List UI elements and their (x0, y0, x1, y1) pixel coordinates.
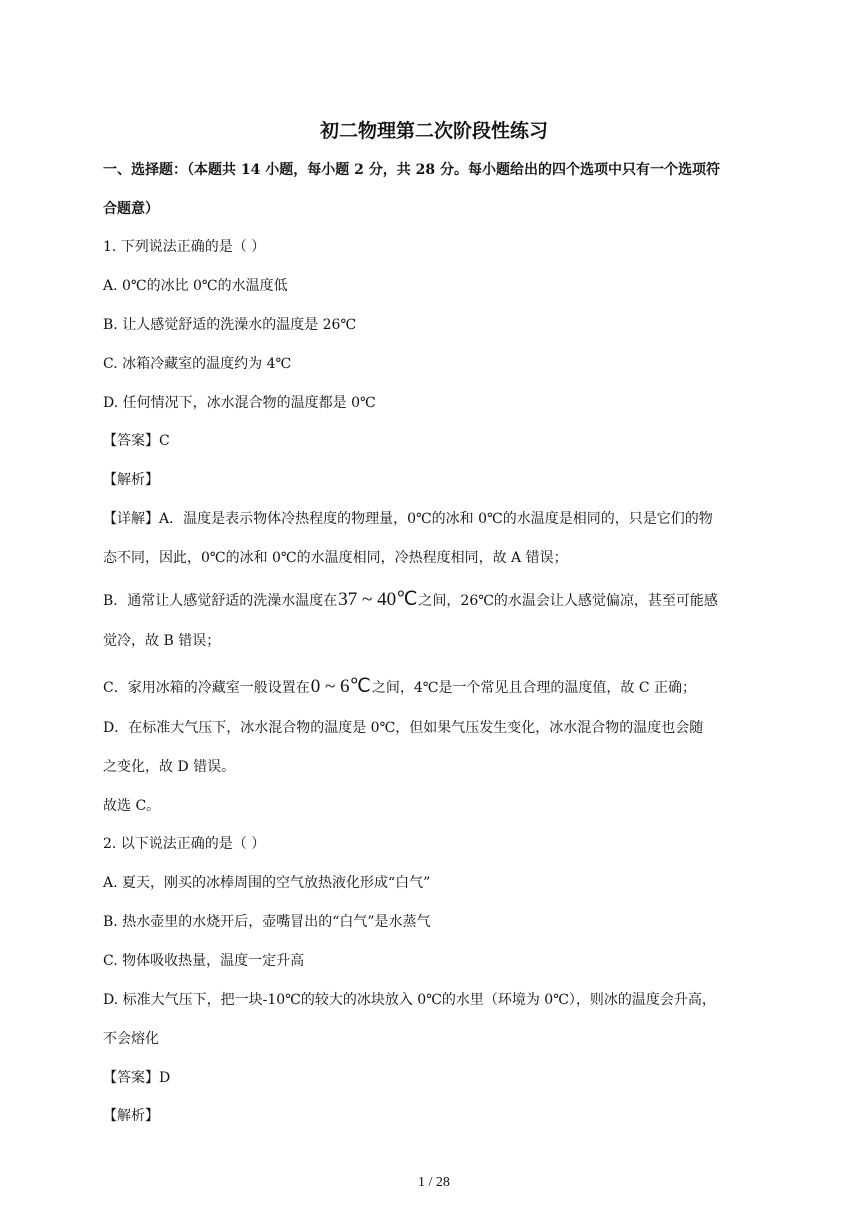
q1-detail-c-text-after: 之间，4℃是一个常见且合理的温度值，故 C 正确； (371, 680, 697, 696)
q2-option-d-line-2: 不会熔化 (103, 1031, 159, 1047)
q1-detail-b-line-1 (103, 590, 783, 611)
q1-detail-b-line-2: 觉冷，故 B 错误； (103, 633, 221, 649)
q1-detail-a-line-1: 【详解】A．温度是表示物体冷热程度的物理量，0℃的冰和 0℃的水温度是相同的，只是它们的物 (103, 511, 713, 527)
q1-option-a: A. 0℃的冰比 0℃的水温度低 (103, 278, 288, 294)
q2-option-c: C. 物体吸收热量，温度一定升高 (103, 953, 305, 969)
q1-detail-b-text-before: B．通常让人感觉舒适的洗澡水温度在 (103, 593, 338, 609)
section-heading-line-2: 合题意） (103, 201, 159, 217)
q1-detail-c-line (103, 677, 783, 698)
q1-answer: 【答案】C (103, 433, 170, 449)
q2-option-d-line-1: D. 标准大气压下，把一块-10℃的较大的冰块放入 0℃的水里（环境为 0℃），则冰的温度会升高， (103, 992, 716, 1008)
q1-detail-c-formula: 0 ~ 6℃ (310, 676, 371, 697)
q1-detail-b-formula: 37 ~ 40℃ (338, 589, 418, 610)
q2-answer: 【答案】D (103, 1070, 171, 1086)
q1-detail-c-text-before: C．家用冰箱的冷藏室一般设置在 (103, 680, 310, 696)
q2-option-b: B. 热水壶里的水烧开后，壶嘴冒出的“白气”是水蒸气 (103, 914, 431, 930)
q1-option-d: D. 任何情况下，冰水混合物的温度都是 0℃ (103, 395, 376, 411)
q1-detail-d-line-1: D．在标准大气压下，冰水混合物的温度是 0℃，但如果气压发生变化，冰水混合物的温度也会随 (103, 720, 704, 736)
page-number: 1 / 28 (418, 1175, 450, 1190)
q1-option-b: B. 让人感觉舒适的洗澡水的温度是 26℃ (103, 317, 357, 333)
q1-conclusion: 故选 C。 (103, 798, 161, 814)
q1-detail-a-line-2: 态不同，因此，0℃的冰和 0℃的水温度相同，冷热程度相同，故 A 错误； (103, 550, 568, 566)
q1-detail-b-text-after: 之间，26℃的水温会让人感觉偏凉，甚至可能感 (418, 593, 718, 609)
q1-detail-d-line-2: 之变化，故 D 错误。 (103, 759, 236, 775)
q2-analysis-label: 【解析】 (103, 1108, 159, 1124)
section-heading-line-1: 一、选择题：（本题共 14 小题，每小题 2 分，共 28 分。每小题给出的四个选项中只有一个选项符 (103, 162, 720, 178)
q1-option-c: C. 冰箱冷藏室的温度约为 4℃ (103, 356, 292, 372)
page-title: 初二物理第二次阶段性练习 (319, 120, 548, 142)
q2-stem: 2. 以下说法正确的是（ ） (103, 836, 266, 852)
q1-stem: 1. 下列说法正确的是（ ） (103, 239, 266, 255)
q2-option-a: A. 夏天，刚买的冰棒周围的空气放热液化形成“白气” (103, 875, 431, 891)
q1-analysis-label: 【解析】 (103, 472, 159, 488)
